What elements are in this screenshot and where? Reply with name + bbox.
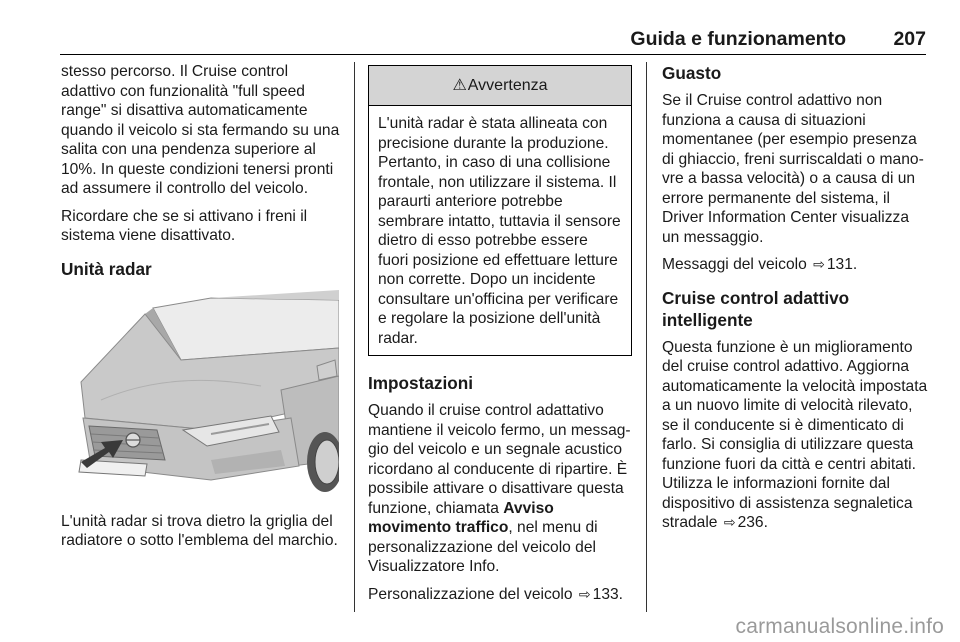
text-run: Quando il cruise control adattativo mantiene il veicolo fermo, un messaggio del veicolo e un segnale acustico ricordano al conducente di ripartire. È possibile attivare o disattivare questa funzione, chiamata bbox=[368, 402, 631, 517]
warning-box bbox=[368, 65, 632, 356]
page-reference[interactable]: 236. bbox=[737, 514, 768, 531]
warning-header bbox=[369, 66, 631, 106]
warning-title: Avvertenza bbox=[467, 76, 548, 94]
paragraph: stesso percorso. Il Cruise control adattivo con funzionalità "full speed range" si disattiva automaticamente quando il veicolo si sta fermando su una salita con una pendenza superiore al 10%. In queste condizioni tenersi pronti ad assumere il controllo del veicolo. bbox=[61, 63, 340, 197]
paragraph bbox=[662, 338, 930, 533]
radar-unit-illustration bbox=[61, 290, 339, 500]
text-run: , nel menu di personalizzazione del veicolo del Visualizzatore Info. bbox=[368, 519, 598, 575]
page-header bbox=[60, 26, 926, 55]
figure-caption: L'unità radar si trova dietro la griglia del radiatore o sotto l'emblema del marchio. bbox=[61, 512, 338, 549]
page-number: 207 bbox=[893, 28, 926, 50]
page-reference-arrow-icon: ⇨ bbox=[723, 514, 736, 530]
page-title: Guida e funzionamento bbox=[630, 28, 846, 50]
section-heading-settings: Impostazioni bbox=[368, 373, 474, 393]
section-heading-fault: Guasto bbox=[662, 63, 722, 83]
page-reference-arrow-icon: ⇨ bbox=[813, 256, 825, 272]
column-left bbox=[61, 62, 345, 559]
warning-triangle-icon: ⚠ bbox=[452, 76, 467, 94]
column-divider bbox=[354, 62, 355, 612]
car-front-image bbox=[61, 290, 339, 500]
text-run: Questa funzione è un miglioramento del cruise control adattivo. Aggiorna automaticamente la velocità impostata a un nuovo limite di velocità rilevato, se il conducente si è dimenticato di farlo. Si consiglia di utilizzare questa funzione fuori da città e centri abitati. Utilizza le informazioni fornite dal dispositivo di assistenza segnaletica stradale bbox=[662, 338, 928, 531]
paragraph bbox=[368, 585, 632, 605]
watermark: carmanualsonline.info bbox=[735, 615, 944, 638]
menu-term: Avviso movimento traffico bbox=[368, 499, 554, 536]
page-reference-arrow-icon: ⇨ bbox=[578, 585, 591, 602]
column-middle bbox=[368, 62, 632, 612]
page-reference[interactable]: 133. bbox=[592, 585, 624, 603]
paragraph bbox=[662, 255, 930, 275]
paragraph bbox=[368, 401, 632, 577]
section-heading-intelligent-acc: Cruise control adattivo intelligente bbox=[662, 287, 850, 330]
section-heading-radar: Unità radar bbox=[61, 258, 152, 279]
column-right bbox=[662, 62, 930, 541]
page-reference[interactable]: 131. bbox=[826, 256, 858, 273]
warning-text: L'unità radar è stata allineata con precisione durante la produzione. Pertanto, in caso di una collisione frontale, non utilizzare il sistema. Il paraurti anteriore potrebbe sembrare intatto, tuttavia il sensore dietro di esso potrebbe essere fuori posizione ed effettuare letture non corrette. Dopo un incidente consultare un'officina per verificare e regolare la posizione dell'unità radar. bbox=[378, 115, 621, 347]
paragraph: Se il Cruise control adattivo non funziona a causa di situazioni momentanee (per esempio presenza di ghiaccio, freni surriscaldati o manovre a bassa velocità) o a causa di un errore permanente del sistema, il Driver Information Center visualizza un messaggio. bbox=[662, 92, 924, 246]
paragraph: Ricordare che se si attivano i freni il sistema viene disattivato. bbox=[61, 207, 308, 244]
text-run: Messaggi del veicolo bbox=[662, 256, 807, 273]
text-run: Personalizzazione del veicolo bbox=[368, 585, 573, 603]
column-divider bbox=[646, 62, 647, 612]
